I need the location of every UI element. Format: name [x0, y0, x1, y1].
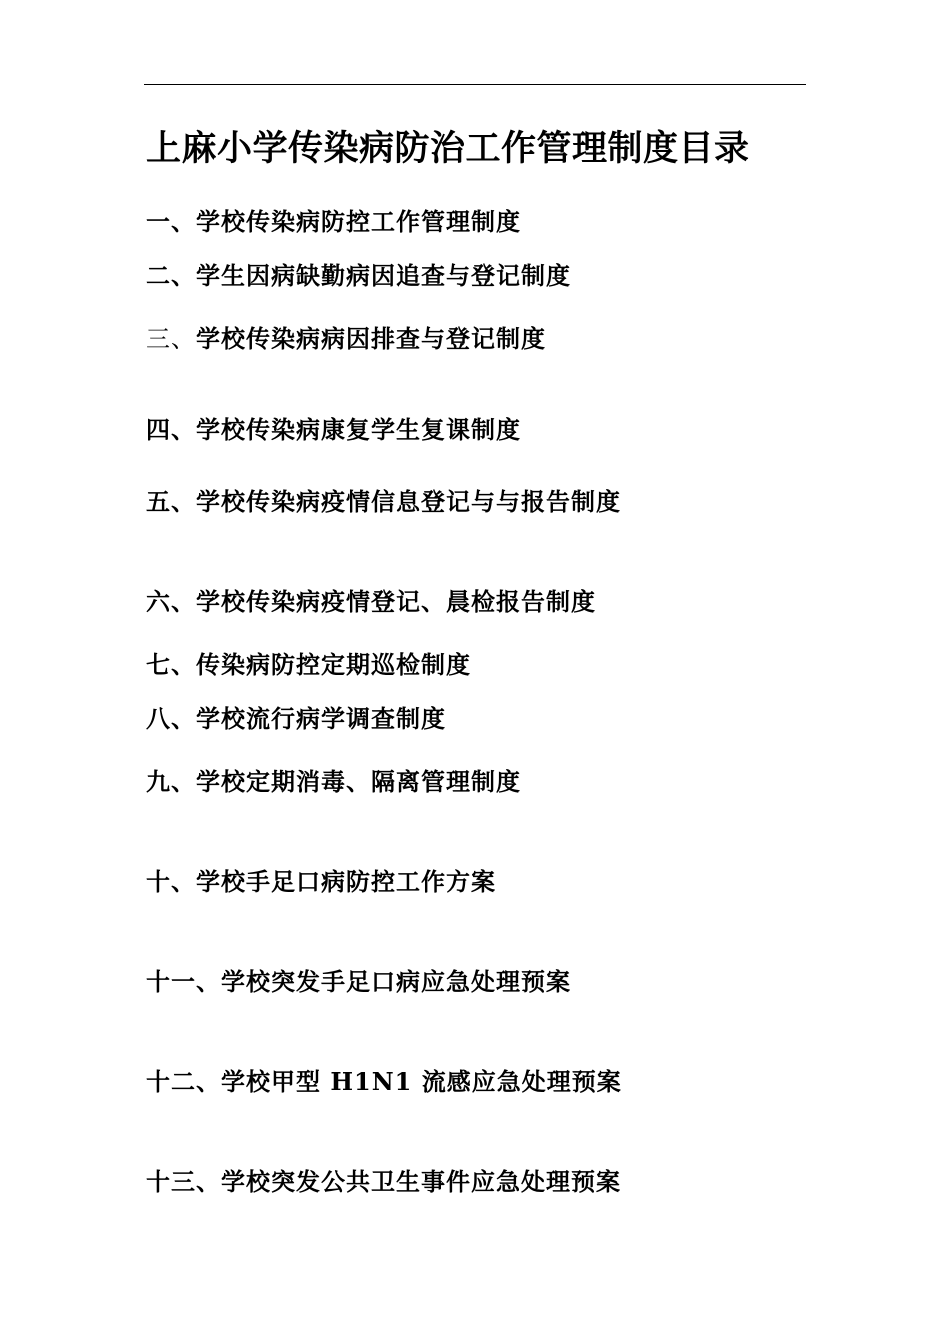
toc-item: 七、传染病防控定期巡检制度: [146, 650, 471, 679]
toc-item: 十三、学校突发公共卫生事件应急处理预案: [146, 1167, 621, 1196]
header-rule: [144, 84, 806, 85]
toc-item: [146, 323, 546, 355]
document-title: 上麻小学传染病防治工作管理制度目录: [146, 129, 750, 169]
toc-item: 五、学校传染病疫情信息登记与与报告制度: [146, 487, 621, 516]
toc-item-prefix: 三、: [146, 325, 196, 353]
toc-item: 十二、学校甲型 H1N1 流感应急处理预案: [146, 1067, 622, 1096]
toc-item: 十一、学校突发手足口病应急处理预案: [146, 967, 571, 996]
toc-item: 十、学校手足口病防控工作方案: [146, 867, 496, 896]
toc-item-text: 学校传染病病因排查与登记制度: [196, 324, 546, 353]
toc-item: 六、学校传染病疫情登记、晨检报告制度: [146, 587, 596, 616]
toc-item: 二、学生因病缺勤病因追查与登记制度: [146, 261, 571, 290]
toc-item: 一、学校传染病防控工作管理制度: [146, 207, 521, 236]
toc-item: 四、学校传染病康复学生复课制度: [146, 415, 521, 444]
toc-item: 九、学校定期消毒、隔离管理制度: [146, 767, 521, 796]
toc-item: 八、学校流行病学调查制度: [146, 704, 446, 733]
